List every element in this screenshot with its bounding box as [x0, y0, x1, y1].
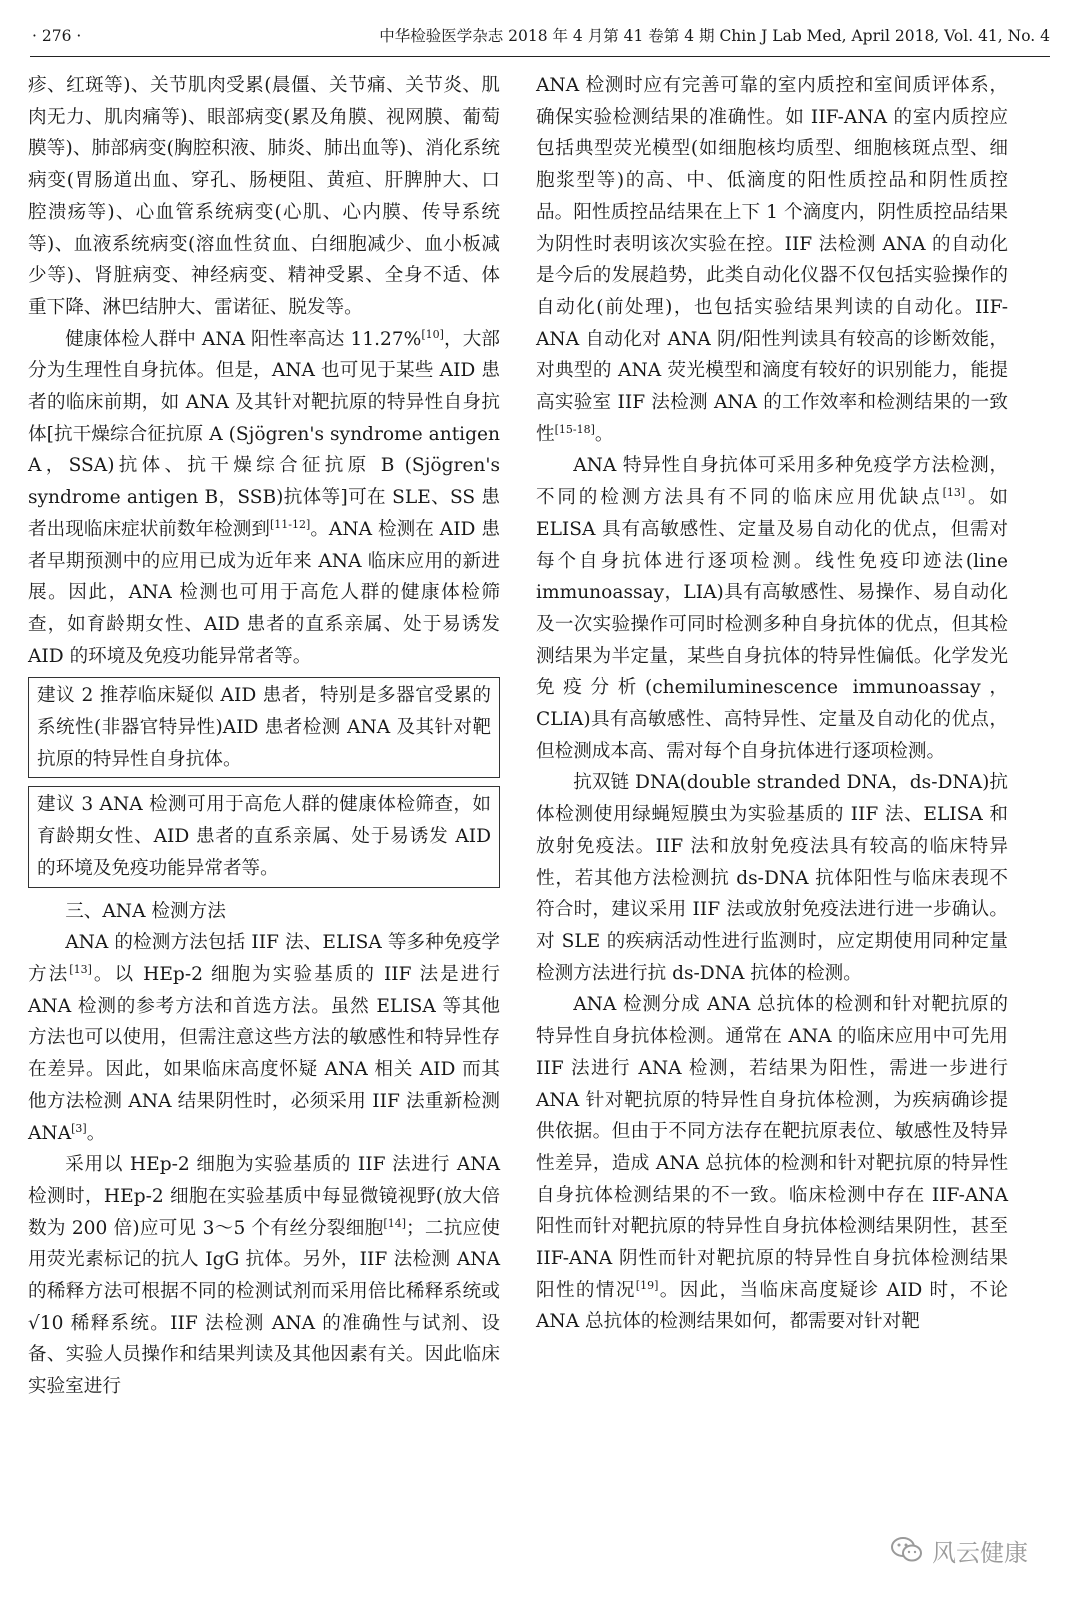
page-number: · 276 ·: [32, 27, 82, 45]
section-heading: 三、ANA 检测方法: [65, 900, 226, 922]
citation: [19]: [635, 1278, 659, 1292]
citation: [3]: [71, 1121, 87, 1135]
paragraph: ANA 检测分成 ANA 总抗体的检测和针对靶抗原的特异性自身抗体检测。通常在 ANA 的临床应用中可先用 IIF 法进行 ANA 检测，若结果为阳性，需进一步进行 ANA 针对靶抗原的特异性自身抗体检测，为疾病确诊提供依据。但由于不同方法存在靶抗原表位、敏感性及特异性差异，造成 ANA 总抗体的检测和针对靶抗原的特异性自身抗体检测结果的不一致。临床检测中存在 IIF-ANA 阳性而针对靶抗原的特异性自身抗体检测结果阴性，甚至 IIF-ANA 阴性而针对靶抗原的特异性自身抗体检测结果阳性的情况[19]。因此，当临床高度疑诊 AID 时，不论 ANA 总抗体的检测结果如何，都需要对针对靶: [536, 994, 1008, 1333]
right-column: [536, 70, 1008, 1338]
recommendation-box-3: [28, 786, 500, 887]
recommendation-box-2: [28, 677, 500, 778]
paragraph: 采用以 HEp-2 细胞为实验基质的 IIF 法进行 ANA 检测时，HEp-2 细胞在实验基质中每显微镜视野(放大倍数为 200 倍)应可见 3～5 个有丝分裂细胞[14]；二抗应使用荧光素标记的抗人 IgG 抗体。另外，IIF 法检测 ANA 的稀释方法可根据不同的检测试剂而采用倍比稀释系统或 √10 稀释系统。IIF 法检测 ANA 的准确性与试剂、设备、实验人员操作和结果判读及其他因素有关。因此临床实验室进行: [28, 1154, 500, 1398]
citation: [10]: [421, 327, 444, 341]
recommendation-text: 建议 3 ANA 检测可用于高危人群的健康体检筛查，如育龄期女性、AID 患者的直系亲属、处于易诱发 AID 的环境及免疫功能异常者等。: [37, 794, 491, 879]
paragraph: ANA 检测时应有完善可靠的室内质控和室间质评体系，确保实验检测结果的准确性。如 IIF-ANA 的室内质控应包括典型荧光模型(如细胞核均质型、细胞核斑点型、细胞浆型等)的高、中、低滴度的阳性质控品和阴性质控品。阳性质控品结果在上下 1 个滴度内，阴性质控品结果为阴性时表明该次实验在控。IIF 法检测 ANA 的自动化是今后的发展趋势，此类自动化仪器不仅包括实验操作的自动化(前处理)，也包括实验结果判读的自动化。IIF-ANA 自动化对 ANA 阴/阳性判读具有较高的诊断效能，对典型的 ANA 荧光模型和滴度有较好的识别能力，能提高实验室 IIF 法检测 ANA 的工作效率和检测结果的一致性[15-18]。: [536, 75, 1008, 445]
journal-citation: 中华检验医学杂志 2018 年 4 月第 41 卷第 4 期 Chin J Lab Med, April 2018, Vol. 41, No. 4: [379, 27, 1050, 45]
paragraph: ANA 的检测方法包括 IIF 法、ELISA 等多种免疫学方法[13]。以 HEp-2 细胞为实验基质的 IIF 法是进行 ANA 检测的参考方法和首选方法。虽然 ELISA 等其他方法也可以使用，但需注意这些方法的敏感性和特异性存在差异。因此，如果临床高度怀疑 ANA 相关 AID 而其他方法检测 ANA 结果阴性时，必须采用 IIF 法重新检测 ANA[3]。: [28, 932, 500, 1144]
citation: [15-18]: [554, 422, 595, 436]
watermark: [890, 1532, 1028, 1568]
paragraph: ANA 特异性自身抗体可采用多种免疫学方法检测，不同的检测方法具有不同的临床应用优缺点[13]。如 ELISA 具有高敏感性、定量及易自动化的优点，但需对每个自身抗体进行逐项检测。线性免疫印迹法(line immunoassay，LIA)具有高敏感性、易操作、易自动化及一次实验操作可同时检测多种自身抗体的优点，但其检测结果为半定量，某些自身抗体的特异性偏低。化学发光免疫分析(chemiluminescence immunoassay，CLIA)具有高敏感性、高特异性、定量及自动化的优点，但检测成本高、需对每个自身抗体进行逐项检测。: [536, 455, 1008, 762]
paragraph: 健康体检人群中 ANA 阳性率高达 11.27%[10]，大部分为生理性自身抗体。但是，ANA 也可见于某些 AID 患者的临床前期，如 ANA 及其针对靶抗原的特异性自身抗体[抗干燥综合征抗原 A (Sjögren's syndrome antigen A，SSA)抗体、抗干燥综合征抗原 B (Sjögren's syndrome antigen B，SSB)抗体等]可在 SLE、SS 患者出现临床症状前数年检测到[11-12]。ANA 检测在 AID 患者早期预测中的应用已成为近年来 ANA 临床应用的新进展。因此，ANA 检测也可用于高危人群的健康体检筛查，如育龄期女性、AID 患者的直系亲属、处于易诱发 AID 的环境及免疫功能异常者等。: [28, 327, 500, 667]
watermark-text: 风云健康: [932, 1538, 1028, 1567]
citation: [14]: [383, 1216, 407, 1230]
paragraph: 疹、红斑等)、关节肌肉受累(晨僵、关节痛、关节炎、肌肉无力、肌肉痛等)、眼部病变(累及角膜、视网膜、葡萄膜等)、肺部病变(胸腔积液、肺炎、肺出血等)、消化系统病变(胃肠道出血、穿孔、肠梗阻、黄疸、肝脾肿大、口腔溃疡等)、心血管系统病变(心肌、心内膜、传导系统等)、血液系统病变(溶血性贫血、白细胞减少、血小板减少等)、肾脏病变、神经病变、精神受累、全身不适、体重下降、淋巴结肿大、雷诺征、脱发等。: [28, 75, 500, 318]
paragraph: 抗双链 DNA(double stranded DNA，ds-DNA)抗体检测使用绿蝇短膜虫为实验基质的 IIF 法、ELISA 和放射免疫法。IIF 法和放射免疫法具有较高的临床特异性，若其他方法检测抗 ds-DNA 抗体阳性与临床表现不符合时，建议采用 IIF 法或放射免疫法进行进一步确认。对 SLE 的疾病活动性进行监测时，应定期使用同种定量检测方法进行抗 ds-DNA 抗体的检测。: [536, 772, 1008, 984]
citation: [13]: [69, 962, 92, 976]
left-column: [28, 70, 500, 1403]
recommendation-text: 建议 2 推荐临床疑似 AID 患者，特别是多器官受累的系统性(非器官特异性)AID 患者检测 ANA 及其针对靶抗原的特异性自身抗体。: [37, 685, 491, 770]
wechat-icon: [890, 1535, 924, 1565]
citation: [11-12]: [270, 517, 311, 531]
running-header: [30, 16, 1050, 57]
citation: [13]: [942, 485, 966, 499]
